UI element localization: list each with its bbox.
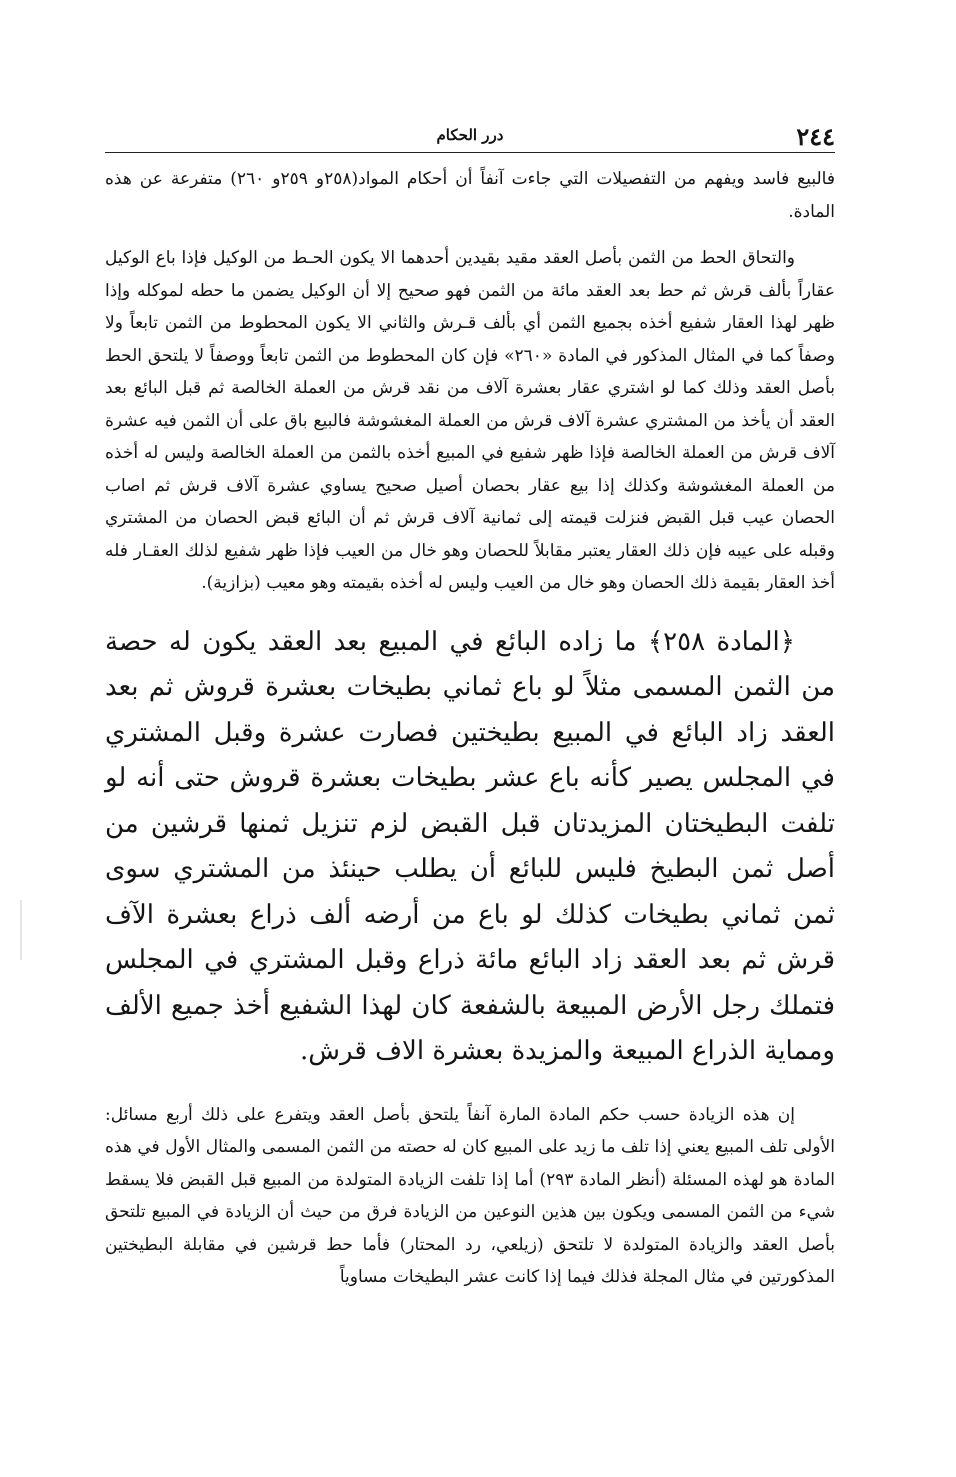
- scan-margin-mark: [20, 900, 22, 960]
- article-258-text: ﴿المادة ٢٥٨﴾ ما زاده البائع في المبيع بعد العقد يكون له حصة من الثمن المسمى مثلاً لو باع ثماني بطيخات بعشرة قروش ثم بعد العقد زاد البائع في المبيع بطيختين فصارت عشرة وقبل المشتري في المجلس يصير كأنه باع عشر بطيخات بعشرة قروش حتى أنه لو تلفت البطيختان المزيدتان قبل القبض لزم تنزيل ثمنها قرشين من أصل ثمن البطيخ فليس للبائع أن يطلب حينئذ من المشتري سوى ثمن ثماني بطيخات كذلك لو باع من أرضه ألف ذراع بعشرة الآف قرش ثم بعد العقد زاد البائع مائة ذراع وقبل المشتري في المجلس فتملك رجل الأرض المبيعة بالشفعة كان لهذا الشفيع أخذ جميع الألف ومماية الذراع المبيعة والمزيدة بعشرة الاف قرش.: [105, 626, 835, 1066]
- book-page: [105, 118, 835, 1294]
- commentary-paragraph-2: والتحاق الحط من الثمن بأصل العقد مقيد بقيدين أحدهما الا يكون الحـط من الوكيل فإذا باع الوكيل عقاراً بألف قرش ثم حط بعد العقد مائة من الثمن فهو صحيح إلا أن الوكيل يضمن ما حطه لموكله وإذا ظهر لهذا العقار شفيع أخذه بجميع الثمن أي بألف قـرش والثاني الا يكون المحطوط من الثمن تابعاً ولا وصفاً كما في المثال المذكور في المادة «٢٦٠» فإن كان المحطوط من الثمن تابعاً ووصفاً لا يلتحق الحط بأصل العقد وذلك كما لو اشتري عقار بعشرة آلاف من نقد قرش من العملة الخالصة ثم قبل البائع بعد العقد أن يأخذ من المشتري عشرة آلاف قرش من العملة المغشوشة فالبيع باق على أن الثمن فيه عشرة آلاف قرش من العملة الخالصة فإذا ظهر شفيع في المبيع أخذه بالثمن من العملة الخالصة وليس له أخذه من العملة المغشوشة وكذلك إذا بيع عقار بحصان أصيل صحيح يساوي عشرة آلاف قرش ثم اصاب الحصان عيب قبل القبض فنزلت قيمته إلى ثمانية آلاف قرش ثم أن البائع قبض الحصان من المشتري وقبله على عيبه فإن ذلك العقار يعتبر مقابلاً للحصان وهو خال من العيب فإذا ظهر شفيع لذلك العقـار فله أخذ العقار بقيمة ذلك الحصان وهو خال من العيب وليس له أخذه بقيمته وهو معيب (بزازية).: [105, 248, 835, 593]
- running-title: درر الحكام: [436, 126, 504, 144]
- page-header: [105, 118, 835, 153]
- commentary-paragraph-3: إن هذه الزيادة حسب حكم المادة المارة آنفاً يلتحق بأصل العقد ويتفرع على ذلك أربع مسائل: الأولى تلف المبيع يعني إذا تلف ما زيد على المبيع كان له حصته من الثمن المسمى والمثال الأول في هذه المادة هو لهذه المسئلة (أنظر المادة ٢٩٣) أما إذا تلفت الزيادة المتولدة من المبيع قبل القبض فلا يسقط شيء من الثمن المسمى ويكون بين هذين النوعين من الزيادة فرق من حيث أن الزيادة في المبيع تلتحق بأصل العقد والزيادة المتولدة لا تلتحق (زيلعي، رد المحتار) فأما حط قرشين في مقابلة البطيختين المذكورتين في مثال المجلة فذلك فيما إذا كانت عشر البطيخات مساوياً: [105, 1104, 836, 1287]
- page-number: ٢٤٤: [796, 122, 835, 151]
- commentary-paragraph-1: فالبيع فاسد ويفهم من التفصيلات التي جاءت آنفاً أن أحكام المواد(٢٥٨و ٢٥٩و ٢٦٠) متفرعة عن هذه المادة.: [105, 169, 835, 222]
